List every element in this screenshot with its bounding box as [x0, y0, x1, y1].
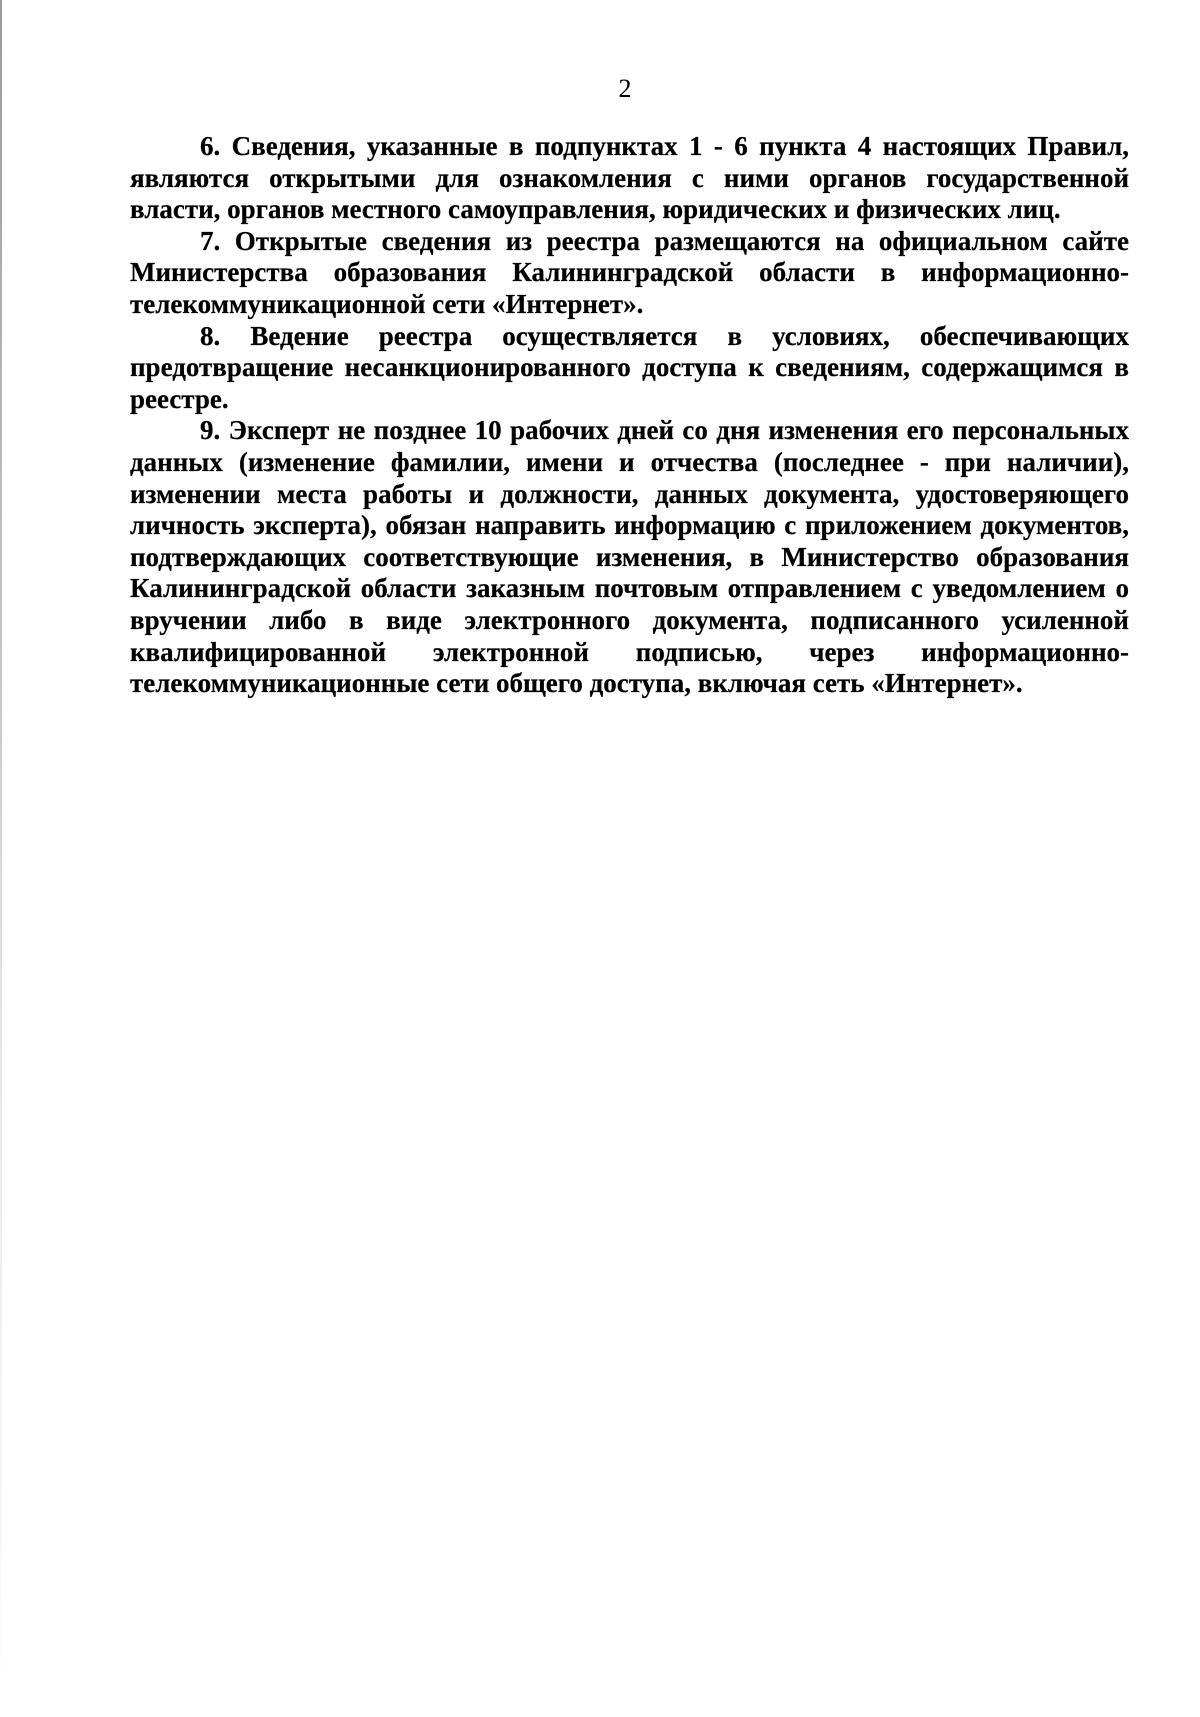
paragraph-6: 6. Сведения, указанные в подпунктах 1 - 6 пункта 4 настоящих Правил, являются открытыми для ознакомления с ними органов государственной власти, органов местного самоуправления, юридических и физических лиц.	[130, 131, 1129, 225]
scan-edge	[0, 0, 2, 1717]
page-number: 2	[618, 74, 632, 103]
paragraph-7: 7. Открытые сведения из реестра размещаются на официальном сайте Министерства образования Калининградской области в информационно-телекоммуникационной сети «Интернет».	[130, 225, 1129, 319]
paragraph-9: 9. Эксперт не позднее 10 рабочих дней со дня изменения его персональных данных (изменение фамилии, имени и отчества (последнее - при наличии), изменении места работы и должности, данных документа, удостоверяющего личность эксперта), обязан направить информацию с приложением документов, подтверждающих соответствующие изменения, в Министерство образования Калининградской области заказным почтовым отправлением с уведомлением о вручении либо в виде электронного документа, подписанного усиленной квалифицированной электронной подписью, через информационно-телекоммуникационные сети общего доступа, включая сеть «Интернет».	[130, 415, 1129, 699]
paragraph-8: 8. Ведение реестра осуществляется в условиях, обеспечивающих предотвращение несанкционированного доступа к сведениям, содержащимся в реестре.	[130, 320, 1129, 414]
document-body	[130, 131, 1129, 700]
